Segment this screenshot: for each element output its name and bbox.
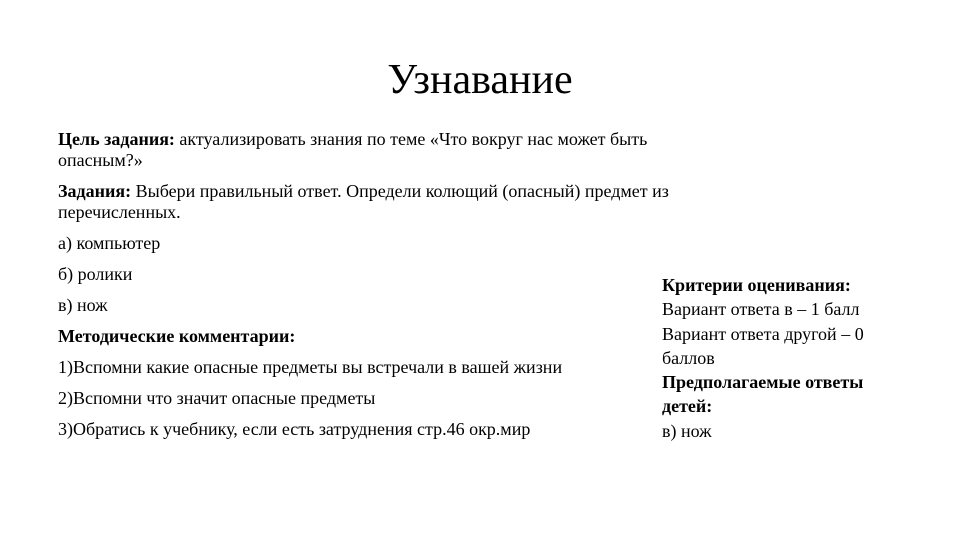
criteria-line: Вариант ответа другой – 0 баллов: [662, 323, 864, 368]
expected-answers-heading: Предполагаемые ответы детей:: [662, 372, 864, 417]
task-content: [58, 129, 698, 450]
criteria-heading: Критерии оценивания:: [662, 275, 851, 295]
criteria-line: Вариант ответа в – 1 балл: [662, 299, 860, 320]
task-goal: [58, 129, 698, 171]
slide-title: Узнавание: [387, 57, 573, 103]
task-assignment-label: Задания:: [58, 181, 132, 201]
answer-option: б) ролики: [58, 264, 133, 284]
answer-option: а) компьютер: [58, 233, 161, 253]
comments-heading: Методические комментарии:: [58, 326, 296, 346]
task-goal-label: Цель задания:: [58, 129, 175, 149]
criteria-box: [662, 273, 912, 443]
task-assignment: [58, 181, 698, 223]
task-goal-text: актуализировать знания по теме «Что вокруг нас может быть опасным?»: [58, 129, 648, 170]
comment-item: 1)Вспомни какие опасные предметы вы встречали в вашей жизни: [58, 357, 563, 377]
comment-item: 2)Вспомни что значит опасные предметы: [58, 388, 376, 408]
task-assignment-text: Выбери правильный ответ. Определи колющий (опасный) предмет из перечисленных.: [58, 181, 669, 222]
comment-item: 3)Обратись к учебнику, если есть затруднения стр.46 окр.мир: [58, 419, 531, 439]
expected-answer: в) нож: [662, 420, 712, 441]
answer-option: в) нож: [58, 295, 108, 315]
